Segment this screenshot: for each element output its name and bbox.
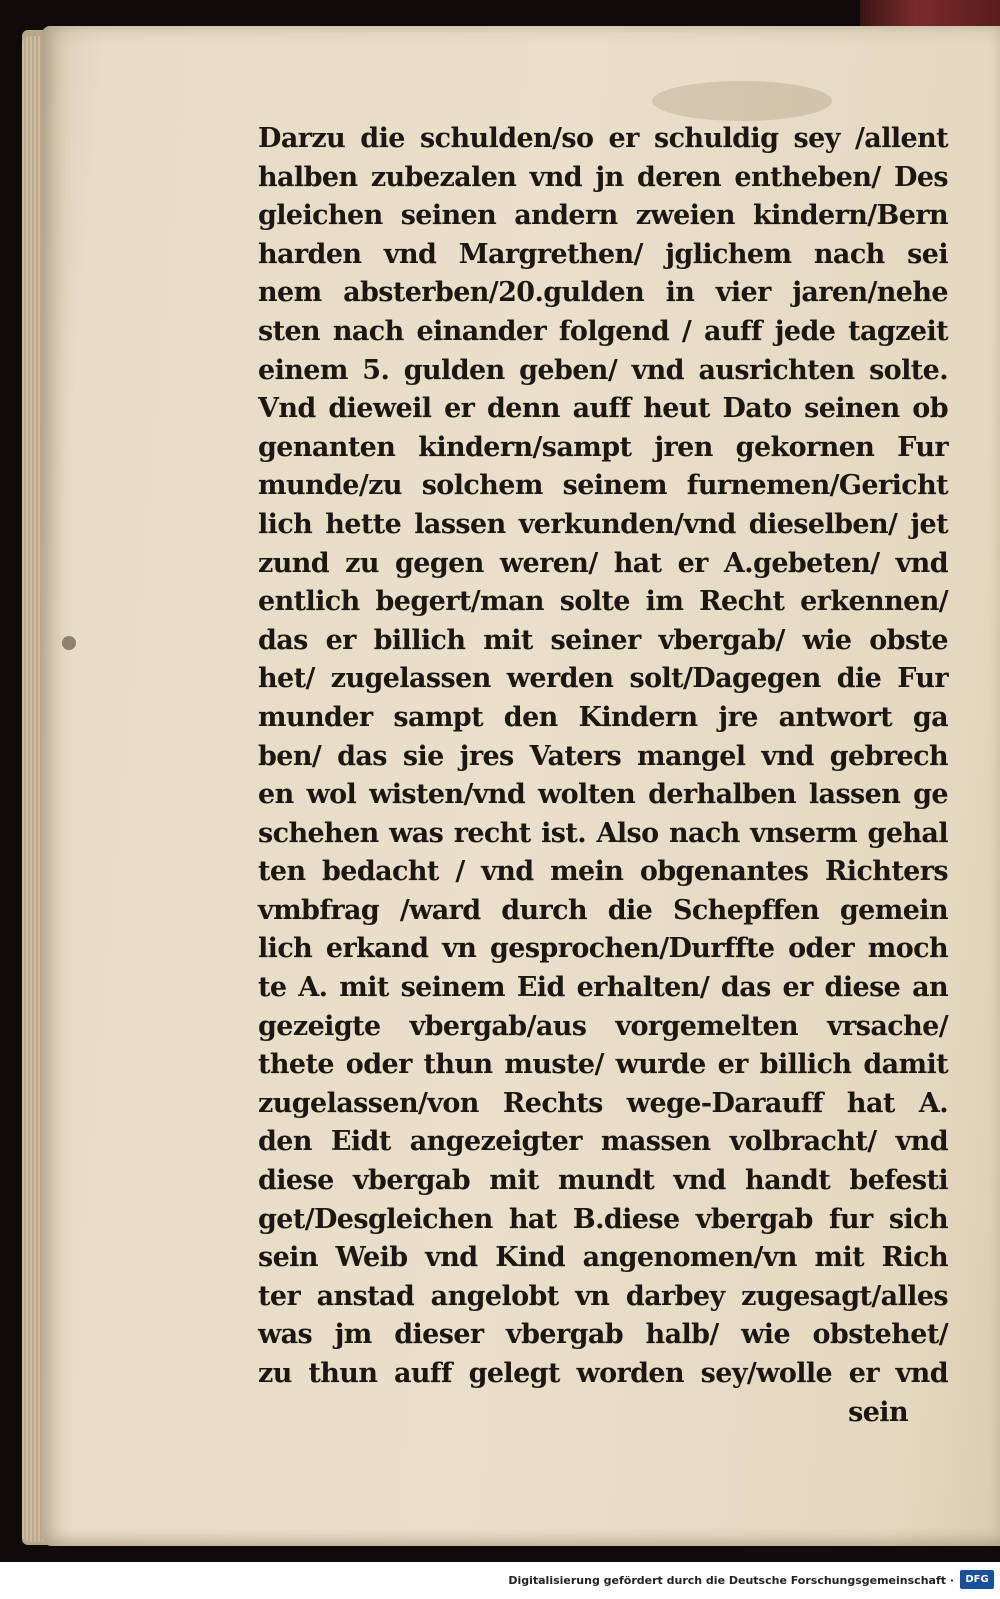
text-line: zu thun auff gelegt worden sey/wolle er vnd bbox=[258, 1358, 948, 1389]
digitization-footer bbox=[0, 1562, 1000, 1599]
text-line: gleichen seinen andern zweien kindern/Bern bbox=[258, 200, 948, 232]
text-line: Vnd dieweil er denn auff heut Dato seinen ob bbox=[258, 393, 948, 425]
catchword: sein bbox=[848, 1396, 908, 1428]
text-line: het/ zugelassen werden solt/Dagegen die Fur bbox=[258, 663, 948, 695]
text-line: ben/ das sie jres Vaters mangel vnd gebrech bbox=[258, 740, 948, 772]
text-line: thete oder thun muste/ wurde er billich damit bbox=[258, 1049, 948, 1081]
text-line: lich erkand vn gesprochen/Durffte oder moch bbox=[258, 933, 948, 965]
text-line: en wol wisten/vnd wolten derhalben lassen ge bbox=[258, 779, 948, 811]
text-line: ten bedacht / vnd mein obgenantes Richters bbox=[258, 856, 948, 888]
text-line: lich hette lassen verkunden/vnd dieselben/ jet bbox=[258, 508, 948, 540]
dfg-logo: DFG bbox=[960, 1570, 994, 1589]
text-line: halben zubezalen vnd jn deren entheben/ Des bbox=[258, 161, 948, 193]
ink-speck bbox=[62, 636, 76, 650]
text-line: ter anstad angelobt vn darbey zugesagt/alles bbox=[258, 1280, 948, 1312]
text-line: genanten kindern/sampt jren gekornen Fur bbox=[258, 431, 948, 463]
text-line: einem 5. gulden geben/ vnd ausrichten solte. bbox=[258, 354, 948, 386]
funding-credit: Digitalisierung gefördert durch die Deutsche Forschungsgemeinschaft · bbox=[508, 1574, 954, 1587]
text-line: entlich begert/man solte im Recht erkennen/ bbox=[258, 586, 948, 618]
text-line: te A. mit seinem Eid erhalten/ das er diese an bbox=[258, 972, 948, 1004]
text-line: schehen was recht ist. Also nach vnserm gehal bbox=[258, 817, 948, 849]
text-line: vmbfrag /ward durch die Schepffen gemein bbox=[258, 894, 948, 926]
text-line: gezeigte vbergab/aus vorgemelten vrsache/ bbox=[258, 1010, 948, 1042]
text-line: sein Weib vnd Kind angenomen/vn mit Rich bbox=[258, 1242, 948, 1274]
stain bbox=[652, 81, 832, 121]
text-line: zugelassen/von Rechts wege-Darauff hat A. bbox=[258, 1087, 948, 1119]
text-line: diese vbergab mit mundt vnd handt befesti bbox=[258, 1165, 948, 1197]
text-line: den Eidt angezeigter massen volbracht/ vnd bbox=[258, 1126, 948, 1158]
text-line: nem absterben/20.gulden in vier jaren/nehe bbox=[258, 277, 948, 309]
text-line: was jm dieser vbergab halb/ wie obstehet/ bbox=[258, 1319, 948, 1351]
text-line: Darzu die schulden/so er schuldig sey /allent bbox=[258, 123, 948, 154]
text-line: munde/zu solchem seinem furnemen/Gericht bbox=[258, 470, 948, 502]
text-line: zund zu gegen weren/ hat er A.gebeten/ vnd bbox=[258, 547, 948, 579]
text-line: munder sampt den Kindern jre antwort ga bbox=[258, 701, 948, 733]
text-line: get/Desgleichen hat B.diese vbergab fur sich bbox=[258, 1203, 948, 1235]
page-text bbox=[258, 120, 948, 1432]
text-line: sten nach einander folgend / auff jede tagzeit bbox=[258, 315, 948, 347]
text-line: harden vnd Margrethen/ jglichem nach sei bbox=[258, 238, 948, 270]
text-line: das er billich mit seiner vbergab/ wie obste bbox=[258, 624, 948, 656]
